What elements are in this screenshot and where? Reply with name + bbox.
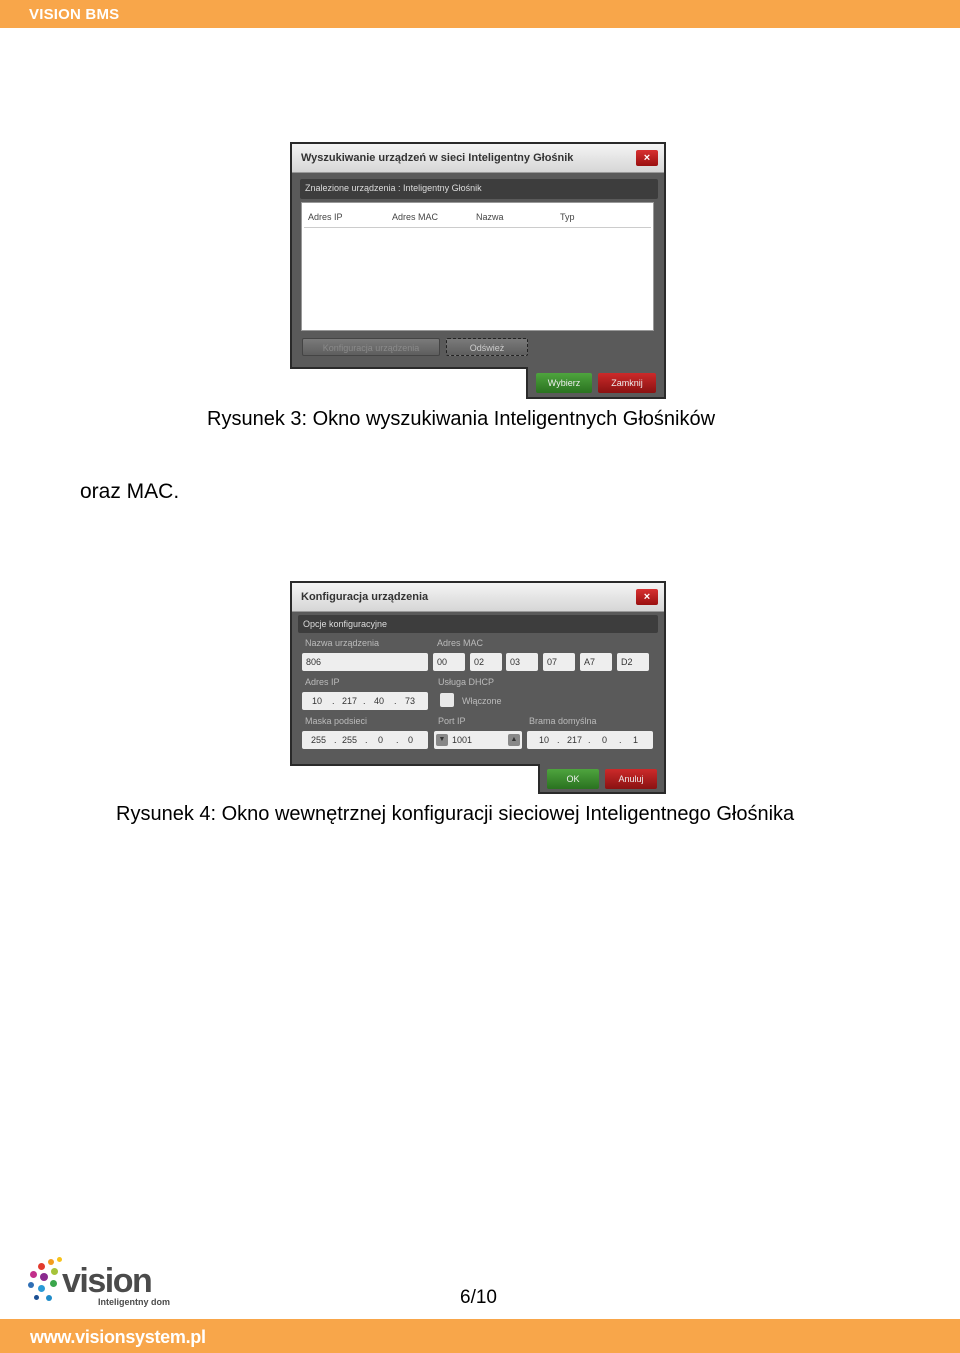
header-band — [0, 0, 960, 28]
body-text: oraz MAC. — [80, 480, 180, 503]
search-dialog-title: Wyszukiwanie urządzeń w sieci Inteligentny Głośnik — [301, 152, 574, 164]
gateway-input[interactable] — [527, 731, 653, 749]
port-value: 1001 — [452, 735, 473, 745]
figure3-caption: Rysunek 3: Okno wyszukiwania Inteligentnych Głośników — [207, 408, 716, 430]
mac-label: Adres MAC — [437, 638, 484, 648]
mask-octet: 255 — [342, 735, 358, 745]
options-label: Opcje konfiguracyjne — [303, 619, 388, 629]
port-label: Port IP — [438, 716, 466, 726]
dhcp-checkbox[interactable] — [440, 693, 454, 707]
mask-octet: 255 — [311, 735, 327, 745]
devices-table-header — [304, 207, 651, 228]
ip-octet: 217 — [342, 696, 358, 706]
config-dialog-title: Konfiguracja urządzenia — [301, 591, 429, 603]
mac-octet-3[interactable]: 03 — [506, 653, 538, 671]
gateway-dot: . — [588, 735, 591, 745]
logo-dot — [38, 1285, 45, 1292]
mac-octet-1[interactable]: 00 — [433, 653, 465, 671]
ip-octet: 73 — [405, 696, 416, 706]
close-icon[interactable]: × — [636, 150, 658, 166]
close-button[interactable]: Zamknij — [598, 373, 656, 393]
logo-dot — [46, 1295, 52, 1301]
dhcp-label: Usługa DHCP — [438, 677, 495, 687]
ip-input[interactable] — [302, 692, 428, 710]
config-dialog-footer — [538, 764, 666, 794]
website-url[interactable]: www.visionsystem.pl — [30, 1327, 206, 1347]
gateway-dot: . — [557, 735, 560, 745]
figure4-caption: Rysunek 4: Okno wewnętrznej konfiguracji sieciowej Inteligentnego Głośnika — [116, 803, 795, 825]
mask-input[interactable] — [302, 731, 428, 749]
footer-band — [0, 1319, 960, 1353]
ok-button[interactable]: OK — [547, 769, 599, 789]
increment-icon[interactable]: ▲ — [508, 734, 520, 746]
column-type[interactable]: Typ — [560, 212, 575, 222]
mac-octet-6[interactable]: D2 — [617, 653, 649, 671]
brand-name: VISION BMS — [29, 6, 120, 23]
column-name[interactable]: Nazwa — [476, 212, 504, 222]
config-dialog — [290, 581, 666, 766]
logo-word: vision — [62, 1262, 152, 1300]
search-dialog-footer — [526, 367, 666, 399]
ip-dot: . — [394, 696, 397, 706]
logo-tagline: Inteligentny dom — [98, 1297, 170, 1307]
decrement-icon[interactable]: ▼ — [436, 734, 448, 746]
ip-label: Adres IP — [305, 677, 340, 687]
gateway-octet: 0 — [602, 735, 608, 745]
logo-dot — [51, 1268, 58, 1275]
mac-octet-2[interactable]: 02 — [470, 653, 502, 671]
options-bar — [298, 615, 658, 633]
dhcp-option-label: Włączone — [462, 696, 502, 706]
close-icon[interactable]: × — [636, 589, 658, 605]
found-devices-label: Znalezione urządzenia : Inteligentny Głośnik — [305, 183, 482, 193]
gateway-dot: . — [619, 735, 622, 745]
mask-octet: 0 — [408, 735, 414, 745]
gateway-octet: 10 — [539, 735, 550, 745]
select-button[interactable]: Wybierz — [536, 373, 592, 393]
device-name-input[interactable]: 806 — [302, 653, 428, 671]
logo-dot — [50, 1280, 57, 1287]
config-dialog-titlebar — [292, 583, 664, 612]
column-ip[interactable]: Adres IP — [308, 212, 343, 222]
mask-dot: . — [334, 735, 337, 745]
logo-dot — [38, 1263, 45, 1270]
port-stepper[interactable] — [434, 731, 522, 749]
mask-label: Maska podsieci — [305, 716, 368, 726]
mac-octet-5[interactable]: A7 — [580, 653, 612, 671]
ip-dot: . — [332, 696, 335, 706]
ip-dot: . — [363, 696, 366, 706]
mask-dot: . — [365, 735, 368, 745]
ip-octet: 40 — [374, 696, 385, 706]
configure-device-button[interactable]: Konfiguracja urządzenia — [302, 338, 440, 356]
logo-dot — [48, 1259, 54, 1265]
refresh-button[interactable]: Odśwież — [446, 338, 528, 356]
mac-octet-4[interactable]: 07 — [543, 653, 575, 671]
gateway-label: Brama domyślna — [529, 716, 597, 726]
found-devices-bar — [300, 179, 658, 199]
search-dialog — [290, 142, 666, 369]
ip-octet: 10 — [312, 696, 323, 706]
devices-table — [301, 202, 654, 331]
vision-logo — [26, 1257, 186, 1313]
mask-octet: 0 — [378, 735, 384, 745]
gateway-octet: 1 — [633, 735, 639, 745]
logo-dot — [34, 1295, 39, 1300]
device-name-label: Nazwa urządzenia — [305, 638, 380, 648]
logo-dot — [40, 1273, 48, 1281]
gateway-octet: 217 — [567, 735, 583, 745]
search-dialog-titlebar — [292, 144, 664, 173]
column-mac[interactable]: Adres MAC — [392, 212, 439, 222]
mask-dot: . — [396, 735, 399, 745]
logo-dot — [28, 1282, 34, 1288]
logo-dot — [30, 1271, 37, 1278]
page-number: 6/10 — [460, 1287, 497, 1308]
cancel-button[interactable]: Anuluj — [605, 769, 657, 789]
